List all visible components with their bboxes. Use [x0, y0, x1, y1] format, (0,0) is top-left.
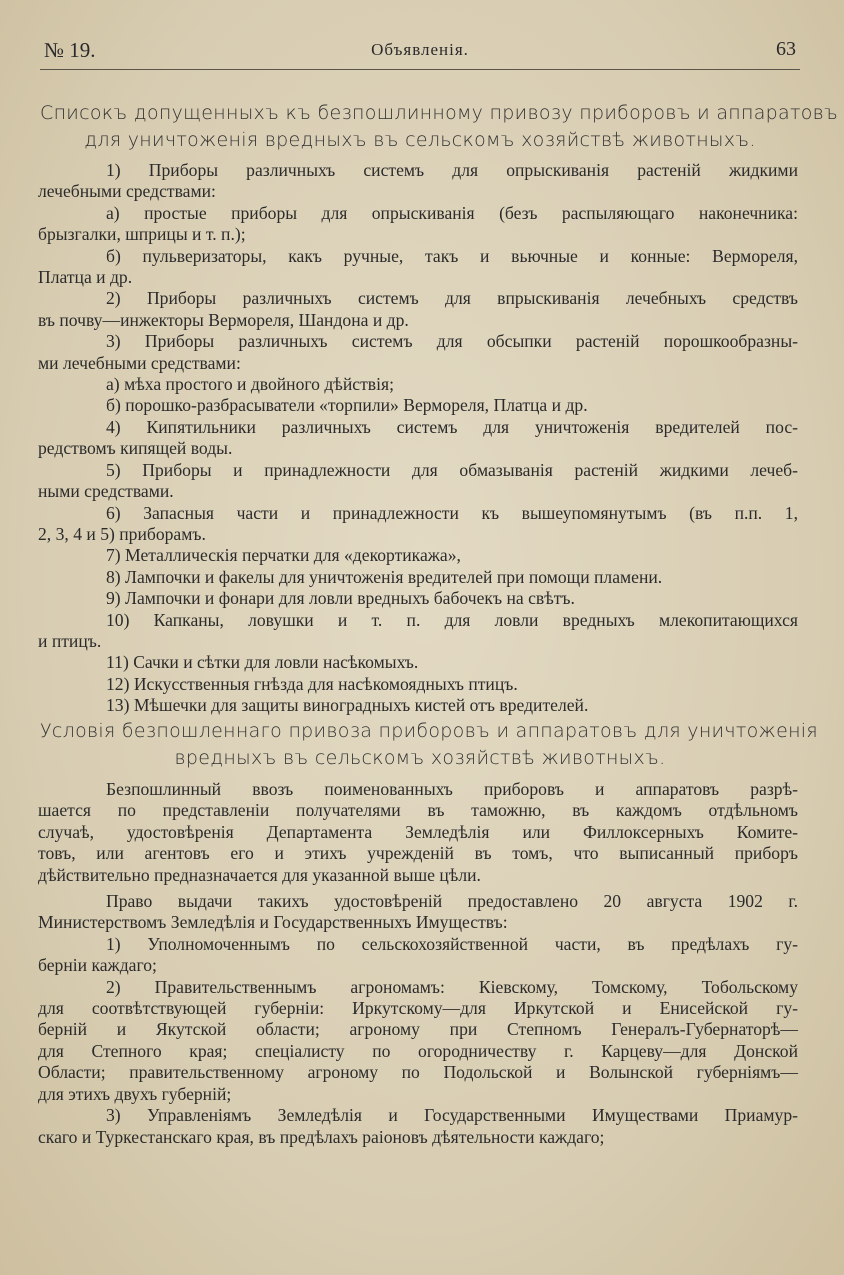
list-item-line: 13) Мѣшечки для защиты виноградныхъ кистей отъ вредителей. [106, 695, 589, 716]
condition-paragraph-line: шается по представленіи получателями въ таможню, въ каждомъ отдѣльномъ [38, 800, 798, 821]
list-item-line: 1) Приборы различныхъ системъ для опрыскиванія растеній жидкими [106, 160, 798, 180]
condition-paragraph-line: 1) Уполномоченнымъ по сельскохозяйственной части, въ предѣлахъ гу- [106, 933, 798, 954]
condition-paragraph-line: товъ, или агентовъ его и этихъ учрежденій въ томъ, что выписанный приборъ [38, 843, 798, 864]
list-item-line: б) пульверизаторы, какъ ручные, такъ и вьючные и конные: Вермореля, [106, 245, 798, 266]
list-item-line: лечебными средствами: [38, 181, 216, 202]
list-item-line: 2, 3, 4 и 5) приборамъ. [38, 523, 206, 544]
conditions-text [38, 779, 798, 1148]
condition-paragraph-line: дѣйствительно предназначается для указанной выше цѣли. [38, 864, 481, 885]
condition-paragraph-line: 3) Управленіямъ Земледѣлія и Государственными Имуществами Приамур- [106, 1105, 798, 1126]
condition-paragraph-line: 2) Правительственнымъ агрономамъ: Кіевскому, Томскому, Тобольскому [106, 976, 798, 997]
list-item-line: 4) Кипятильники различныхъ системъ для уничтоженія вредителей пос- [106, 416, 798, 437]
list-item-line: 2) Приборы различныхъ системъ для впрыскиванія лечебныхъ средствъ [106, 288, 798, 309]
condition-paragraph-line: случаѣ, удостовѣренія Департамента Земледѣлія или Филлоксерныхъ Комите- [38, 821, 798, 842]
page-number: 63 [776, 38, 796, 60]
condition-paragraph-line: берній и Якутской области; агроному при Степномъ Генералъ-Губернаторѣ— [38, 1019, 798, 1040]
list-item-line: 5) Приборы и принадлежности для обмазыванія растеній жидкими лечеб- [106, 459, 798, 480]
conditions-heading-line-1: Условія безпошленнаго привоза приборовъ и аппаратовъ для уничтоженія [40, 720, 818, 742]
condition-paragraph-line: скаго и Туркестанскаго края, въ предѣлахъ раіоновъ дѣятельности каждаго; [38, 1126, 605, 1147]
list-item-line: 12) Искусственныя гнѣзда для насѣкомоядныхъ птицъ. [106, 673, 518, 694]
section-title: Объявленія. [371, 40, 469, 59]
list-item-line: б) порошко-разбрасыватели «торпили» Вермореля, Платца и др. [106, 395, 588, 416]
condition-paragraph-line: Области; правительственному агроному по Подольской и Волынской губерніямъ— [38, 1062, 798, 1083]
list-item-line: а) простые приборы для опрыскиванія (безъ распыляющаго наконечника: [106, 202, 798, 223]
list-heading-line-2: для уничтоженія вредныхъ въ сельскомъ хозяйствѣ животныхъ. [84, 129, 756, 151]
condition-paragraph-line: Безпошлинный ввозъ поименованныхъ приборовъ и аппаратовъ разрѣ- [106, 779, 798, 799]
page-header [44, 38, 796, 64]
header-rule [40, 69, 800, 70]
conditions-heading [40, 718, 818, 772]
list-item-line: 3) Приборы различныхъ системъ для обсыпки растеній порошкообразны- [106, 331, 798, 352]
condition-paragraph-line: для соотвѣтствующей губерніи: Иркутскому—для Иркутской и Енисейской гу- [38, 998, 798, 1019]
list-item-line: Платца и др. [38, 267, 133, 288]
condition-paragraph-line: для Степного края; спеціалисту по огородничеству г. Карцеву—для Донской [38, 1040, 798, 1061]
conditions-heading-line-2: вредныхъ въ сельскомъ хозяйствѣ животныхъ. [174, 747, 666, 769]
condition-paragraph-line: для этихъ двухъ губерній; [38, 1083, 232, 1104]
condition-paragraph-line: Министерствомъ Земледѣлія и Государственныхъ Имуществъ: [38, 912, 508, 933]
list-item-line: 7) Металлическія перчатки для «декортикажа», [106, 545, 461, 566]
condition-paragraph-line: берніи каждаго; [38, 955, 157, 976]
list-item-line: ными средствами. [38, 481, 174, 502]
condition-paragraph-line: Право выдачи такихъ удостовѣреній предоставлено 20 августа 1902 г. [106, 891, 798, 912]
list-item-line: 8) Лампочки и факелы для уничтоженія вредителей при помощи пламени. [106, 566, 663, 587]
list-item-line: въ почву—инжекторы Вермореля, Шандона и др. [38, 309, 409, 330]
list-item-line: а) мѣха простого и двойного дѣйствія; [106, 374, 394, 395]
list-heading-line-1: Списокъ допущенныхъ къ безпошлинному привозу приборовъ и аппаратовъ [40, 102, 839, 124]
list-item-line: редствомъ кипящей воды. [38, 438, 233, 459]
equipment-list [38, 160, 798, 717]
list-item-line: 11) Сачки и сѣтки для ловли насѣкомыхъ. [106, 652, 419, 673]
list-item-line: и птицъ. [38, 630, 102, 651]
issue-number: № 19. [44, 38, 96, 62]
list-heading [40, 100, 839, 154]
list-item-line: брызгалки, шприцы и т. п.); [38, 224, 246, 245]
list-item-line: 9) Лампочки и фонари для ловли вредныхъ бабочекъ на свѣтъ. [106, 588, 575, 609]
list-item-line: ми лечебными средствами: [38, 352, 241, 373]
list-item-line: 10) Капканы, ловушки и т. п. для ловли вредныхъ млекопитающихся [106, 609, 798, 630]
list-item-line: 6) Запасныя части и принадлежности къ вышеупомянутымъ (въ п.п. 1, [106, 502, 798, 523]
